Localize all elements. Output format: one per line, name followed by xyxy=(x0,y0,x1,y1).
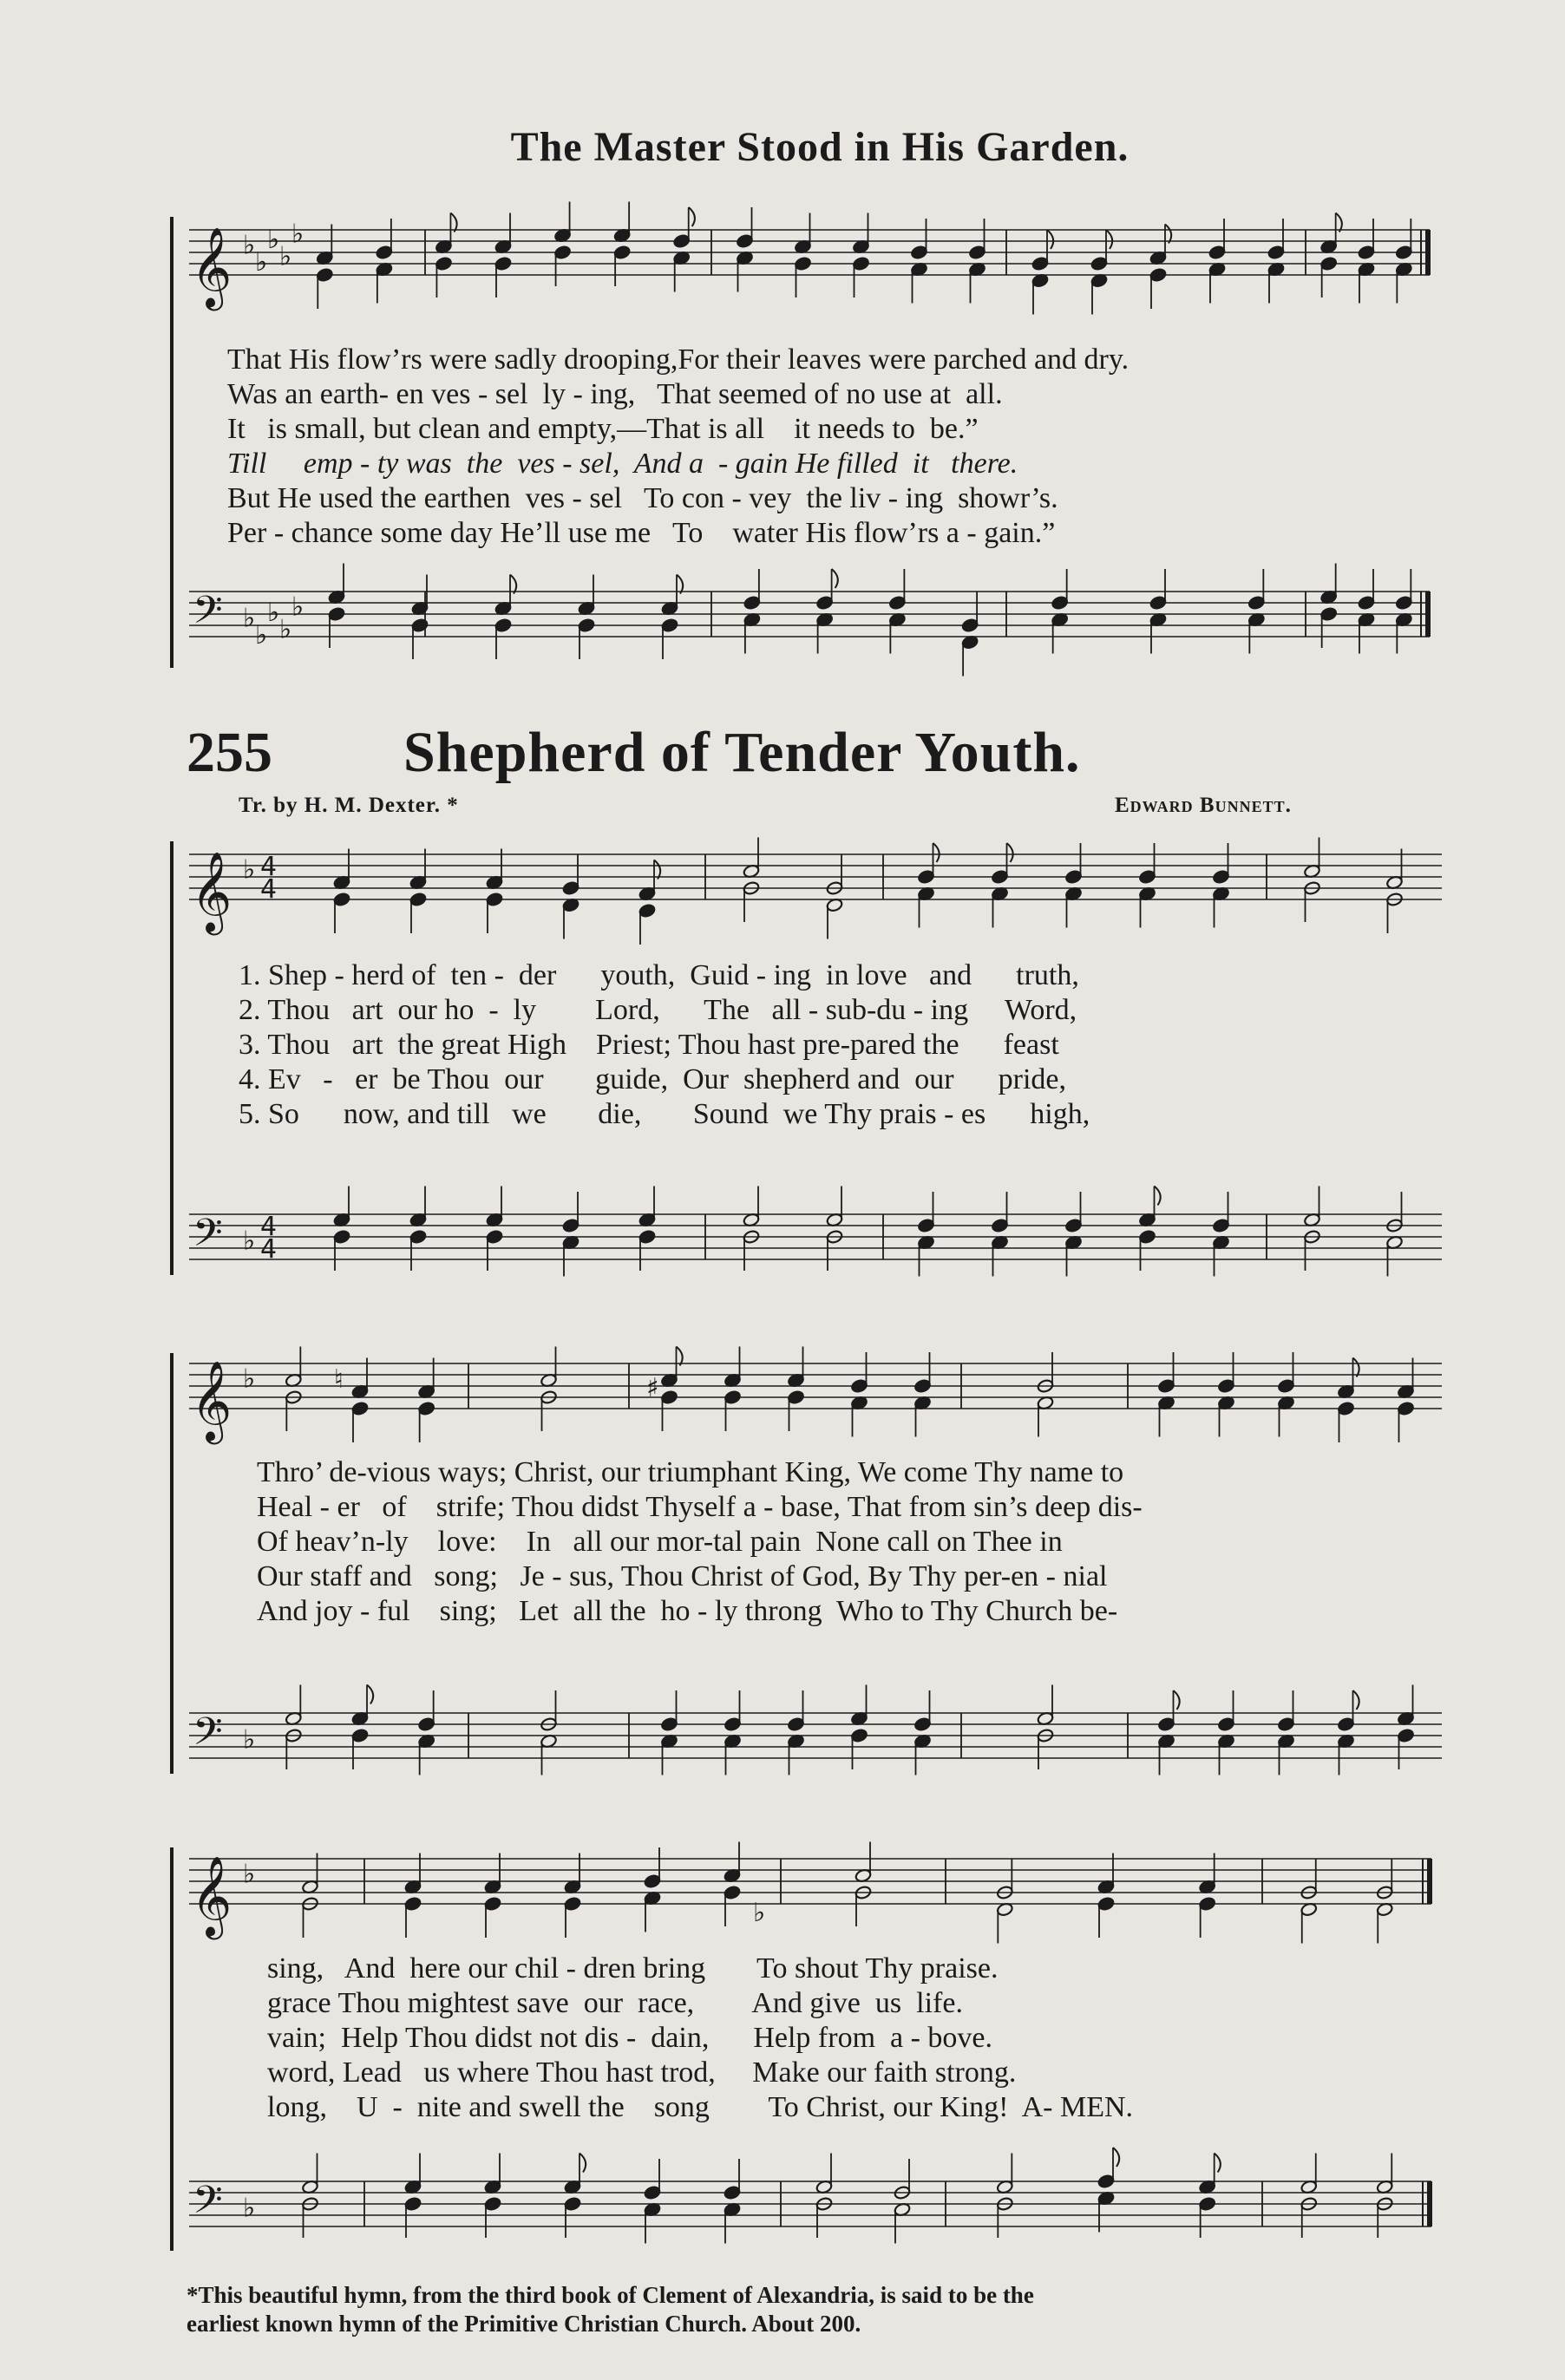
note-head xyxy=(1157,1716,1175,1731)
note-head xyxy=(1320,606,1338,621)
note-head xyxy=(404,2196,422,2211)
note-head xyxy=(1277,1378,1294,1393)
lyric-line: That His flow’rs were sadly drooping,For their leaves were parched and dry. xyxy=(227,343,1130,376)
note-head xyxy=(1208,245,1226,259)
note-head xyxy=(435,256,452,271)
note-head xyxy=(1395,245,1412,259)
lyric-line: Of heav’n-ly love: In all our mor-tal pain None call on Thee in xyxy=(257,1526,1063,1558)
key-flat: ♭ xyxy=(255,247,268,278)
time-sig-top: 4 xyxy=(260,852,278,882)
lyric-line: Heal - er of strife; Thou didst Thyself a - base, That from sin’s deep dis- xyxy=(257,1491,1143,1523)
lyric-line: It is small, but clean and empty,—That is all it needs to be.” xyxy=(227,413,979,445)
system-bracket xyxy=(170,217,174,668)
key-flat: ♭ xyxy=(291,592,304,623)
treble-clef: 𝄞 xyxy=(191,851,232,932)
lyric-line: Thro’ de-vious ways; Christ, our triumphant King, We come Thy name to xyxy=(257,1456,1124,1488)
hymn-number: 255 xyxy=(187,721,272,784)
note-head xyxy=(660,1716,678,1731)
time-sig-bottom: 4 xyxy=(260,1234,278,1265)
note-head xyxy=(494,618,512,632)
system-bracket xyxy=(170,1353,174,1774)
note-head xyxy=(486,892,503,906)
note-head xyxy=(1358,595,1375,610)
lyric-line: earliest known hymn of the Primitive Christian Church. About 200. xyxy=(187,2311,861,2337)
lyric-line: long, U - nite and swell the song To Christ, our King! A- MEN. xyxy=(267,2091,1134,2123)
note-head xyxy=(484,1896,501,1911)
note-head xyxy=(351,1728,369,1742)
final-barline-thick xyxy=(1427,2181,1432,2226)
note-head xyxy=(1064,1218,1082,1232)
note-head xyxy=(1138,1229,1156,1244)
key-flat: ♭ xyxy=(243,854,256,886)
note-head xyxy=(1090,256,1108,271)
lyric-line: 5. So now, and till we die, Sound we Thy prais - es high, xyxy=(239,1098,1090,1130)
note-head xyxy=(1217,1378,1234,1393)
note-head xyxy=(562,880,580,895)
note-head xyxy=(1337,1716,1354,1731)
note-head xyxy=(351,1401,369,1416)
note-head xyxy=(409,1229,427,1244)
note-flag xyxy=(1007,843,1013,862)
note-head xyxy=(484,2196,501,2211)
note-flag xyxy=(933,843,940,862)
treble-clef: 𝄞 xyxy=(191,1360,232,1441)
note-head xyxy=(638,903,656,918)
note-head xyxy=(1097,2174,1115,2188)
note-head xyxy=(1138,869,1156,884)
note-flag xyxy=(367,1685,373,1704)
note-head xyxy=(554,245,572,259)
note-head xyxy=(787,1389,804,1404)
note-head xyxy=(1149,595,1167,610)
note-head xyxy=(794,256,811,271)
note-head xyxy=(1320,256,1338,271)
note-head xyxy=(562,1218,580,1232)
note-head xyxy=(404,1896,422,1911)
bass-clef: 𝄢 xyxy=(193,587,223,642)
note-head xyxy=(888,595,906,610)
note-head xyxy=(638,1229,656,1244)
key-flat: ♭ xyxy=(291,219,304,250)
note-head xyxy=(411,618,429,632)
note-head xyxy=(724,1389,741,1404)
lyric-line: 4. Ev - er be Thou our guide, Our shepherd and our pride, xyxy=(239,1063,1066,1095)
note-head xyxy=(816,595,834,610)
note-head xyxy=(743,595,761,610)
note-head xyxy=(486,1229,503,1244)
note-head xyxy=(913,1716,931,1731)
hymn-255-system3-lyrics xyxy=(267,1952,1133,2125)
composer-credit: Edward Bunnett. xyxy=(1115,794,1292,817)
note-head xyxy=(1212,1218,1229,1232)
final-barline-thick xyxy=(1425,592,1431,637)
note-head xyxy=(1217,1716,1234,1731)
bass-clef: 𝄢 xyxy=(193,1210,223,1265)
note-flag xyxy=(1113,2148,1119,2167)
note-head xyxy=(1277,1716,1294,1731)
lyric-line: Our staff and song; Je - sus, Thou Christ of God, By Thy per-en - nial xyxy=(257,1560,1108,1592)
note-flag xyxy=(689,207,695,226)
sharp-sign: ♯ xyxy=(646,1373,659,1403)
time-sig-top: 4 xyxy=(260,1212,278,1242)
note-head xyxy=(1212,869,1229,884)
final-barline-thick xyxy=(1425,230,1431,275)
note-head xyxy=(328,606,345,621)
note-head xyxy=(1397,1401,1414,1416)
note-flag xyxy=(1155,1187,1161,1206)
key-flat: ♭ xyxy=(255,620,268,651)
note-head xyxy=(917,869,934,884)
flat-sign: ♭ xyxy=(753,1898,766,1928)
key-flat: ♭ xyxy=(243,1724,256,1756)
key-flat: ♭ xyxy=(267,225,280,255)
note-head xyxy=(724,1885,741,1899)
note-head xyxy=(850,1378,868,1393)
note-head xyxy=(644,1873,661,1888)
note-flag xyxy=(832,569,838,588)
note-head xyxy=(850,1728,868,1742)
note-head xyxy=(1397,1728,1414,1742)
lyric-line: word, Lead us where Thou hast trod, Make our faith strong. xyxy=(267,2056,1017,2089)
note-head xyxy=(1247,595,1265,610)
note-head xyxy=(376,245,393,259)
key-flat: ♭ xyxy=(279,614,292,645)
note-flag xyxy=(1215,2154,1221,2173)
treble-clef: 𝄞 xyxy=(191,1855,232,1936)
note-flag xyxy=(580,2154,586,2173)
note-head xyxy=(661,618,678,632)
key-flat: ♭ xyxy=(243,230,256,261)
note-head xyxy=(1157,1378,1175,1393)
note-flag xyxy=(1353,1690,1359,1710)
note-flag xyxy=(1174,1690,1180,1710)
hymn-254-title: The Master Stood in His Garden. xyxy=(510,124,1130,170)
note-head xyxy=(910,245,927,259)
note-head xyxy=(913,1378,931,1393)
note-head xyxy=(333,892,350,906)
note-head xyxy=(917,1218,934,1232)
note-head xyxy=(991,869,1008,884)
lyric-line: 1. Shep - herd of ten - der youth, Guid - ing in love and truth, xyxy=(239,959,1079,991)
translator-credit: Tr. by H. M. Dexter. * xyxy=(239,794,459,817)
note-head xyxy=(1064,869,1082,884)
note-head xyxy=(1031,256,1049,271)
final-barline-thick xyxy=(1427,1859,1432,1904)
note-head xyxy=(1051,595,1069,610)
note-head xyxy=(333,1229,350,1244)
hymn-255-title: Shepherd of Tender Youth. xyxy=(403,721,1081,784)
note-head xyxy=(578,618,595,632)
natural-sign: ♮ xyxy=(334,1364,344,1395)
lyric-line: 2. Thou art our ho - ly Lord, The all - sub-du - ing Word, xyxy=(239,994,1077,1026)
note-head xyxy=(724,1716,741,1731)
key-flat: ♭ xyxy=(243,1363,256,1395)
note-head xyxy=(1149,267,1167,282)
note-head xyxy=(564,2196,581,2211)
note-head xyxy=(644,2185,661,2200)
lyric-line: Per - chance some day He’ll use me To water His flow’rs a - gain.” xyxy=(227,517,1056,549)
time-sig-bottom: 4 xyxy=(260,874,278,905)
note-head xyxy=(418,1716,435,1731)
hymn-255-system1-lyrics xyxy=(239,958,1090,1132)
note-head xyxy=(1337,1401,1354,1416)
note-head xyxy=(613,245,631,259)
bass-clef: 𝄢 xyxy=(193,1709,223,1763)
note-head xyxy=(961,618,979,632)
system-bracket xyxy=(170,1847,174,2251)
note-head xyxy=(564,1896,581,1911)
note-head xyxy=(736,233,753,248)
footnote xyxy=(187,2281,1034,2338)
note-head xyxy=(991,1218,1008,1232)
lyric-line: vain; Help Thou didst not dis - dain, Help from a - bove. xyxy=(267,2022,993,2054)
lyric-line: And joy - ful sing; Let all the ho - ly throng Who to Thy Church be- xyxy=(257,1595,1118,1627)
note-head xyxy=(1097,1896,1115,1911)
note-head xyxy=(673,233,691,248)
note-head xyxy=(494,256,512,271)
note-head xyxy=(1358,245,1375,259)
note-head xyxy=(968,245,985,259)
key-flat: ♭ xyxy=(267,598,280,628)
lyric-line: sing, And here our chil - dren bring To shout Thy praise. xyxy=(267,1952,999,1984)
lyric-line: Was an earth- en ves - sel ly - ing, That seemed of no use at all. xyxy=(227,378,1003,410)
lyric-line: But He used the earthen ves - sel To con - vey the liv - ing showr’s. xyxy=(227,482,1058,514)
note-head xyxy=(409,892,427,906)
key-flat: ♭ xyxy=(243,1226,256,1257)
hymn-254-lyrics xyxy=(227,343,1129,551)
key-flat: ♭ xyxy=(243,2193,256,2224)
note-flag xyxy=(1106,230,1112,249)
lyric-line: 3. Thou art the great High Priest; Thou hast pre-pared the feast xyxy=(239,1029,1059,1061)
treble-clef: 𝄞 xyxy=(191,226,232,307)
note-head xyxy=(1199,2196,1216,2211)
note-head xyxy=(1199,1896,1216,1911)
key-flat: ♭ xyxy=(243,603,256,634)
key-flat: ♭ xyxy=(243,1859,256,1890)
note-head xyxy=(724,2185,741,2200)
hymn-255-system2-lyrics xyxy=(257,1455,1143,1629)
lyric-line: grace Thou mightest save our race, And give us life. xyxy=(267,1987,963,2019)
key-flat: ♭ xyxy=(279,241,292,272)
note-head xyxy=(852,256,869,271)
note-head xyxy=(1395,595,1412,610)
note-head xyxy=(418,1401,435,1416)
lyric-line: Till emp - ty was the ves - sel, And a - gain He filled it there. xyxy=(227,448,1018,480)
lyric-line: *This beautiful hymn, from the third book of Clement of Alexandria, is said to be the xyxy=(187,2282,1034,2308)
system-bracket xyxy=(170,841,174,1275)
bass-clef: 𝄢 xyxy=(193,2177,223,2232)
note-head xyxy=(316,267,333,282)
note-head xyxy=(1267,245,1285,259)
note-head xyxy=(660,1389,678,1404)
note-flag xyxy=(1047,230,1053,249)
note-head xyxy=(787,1716,804,1731)
